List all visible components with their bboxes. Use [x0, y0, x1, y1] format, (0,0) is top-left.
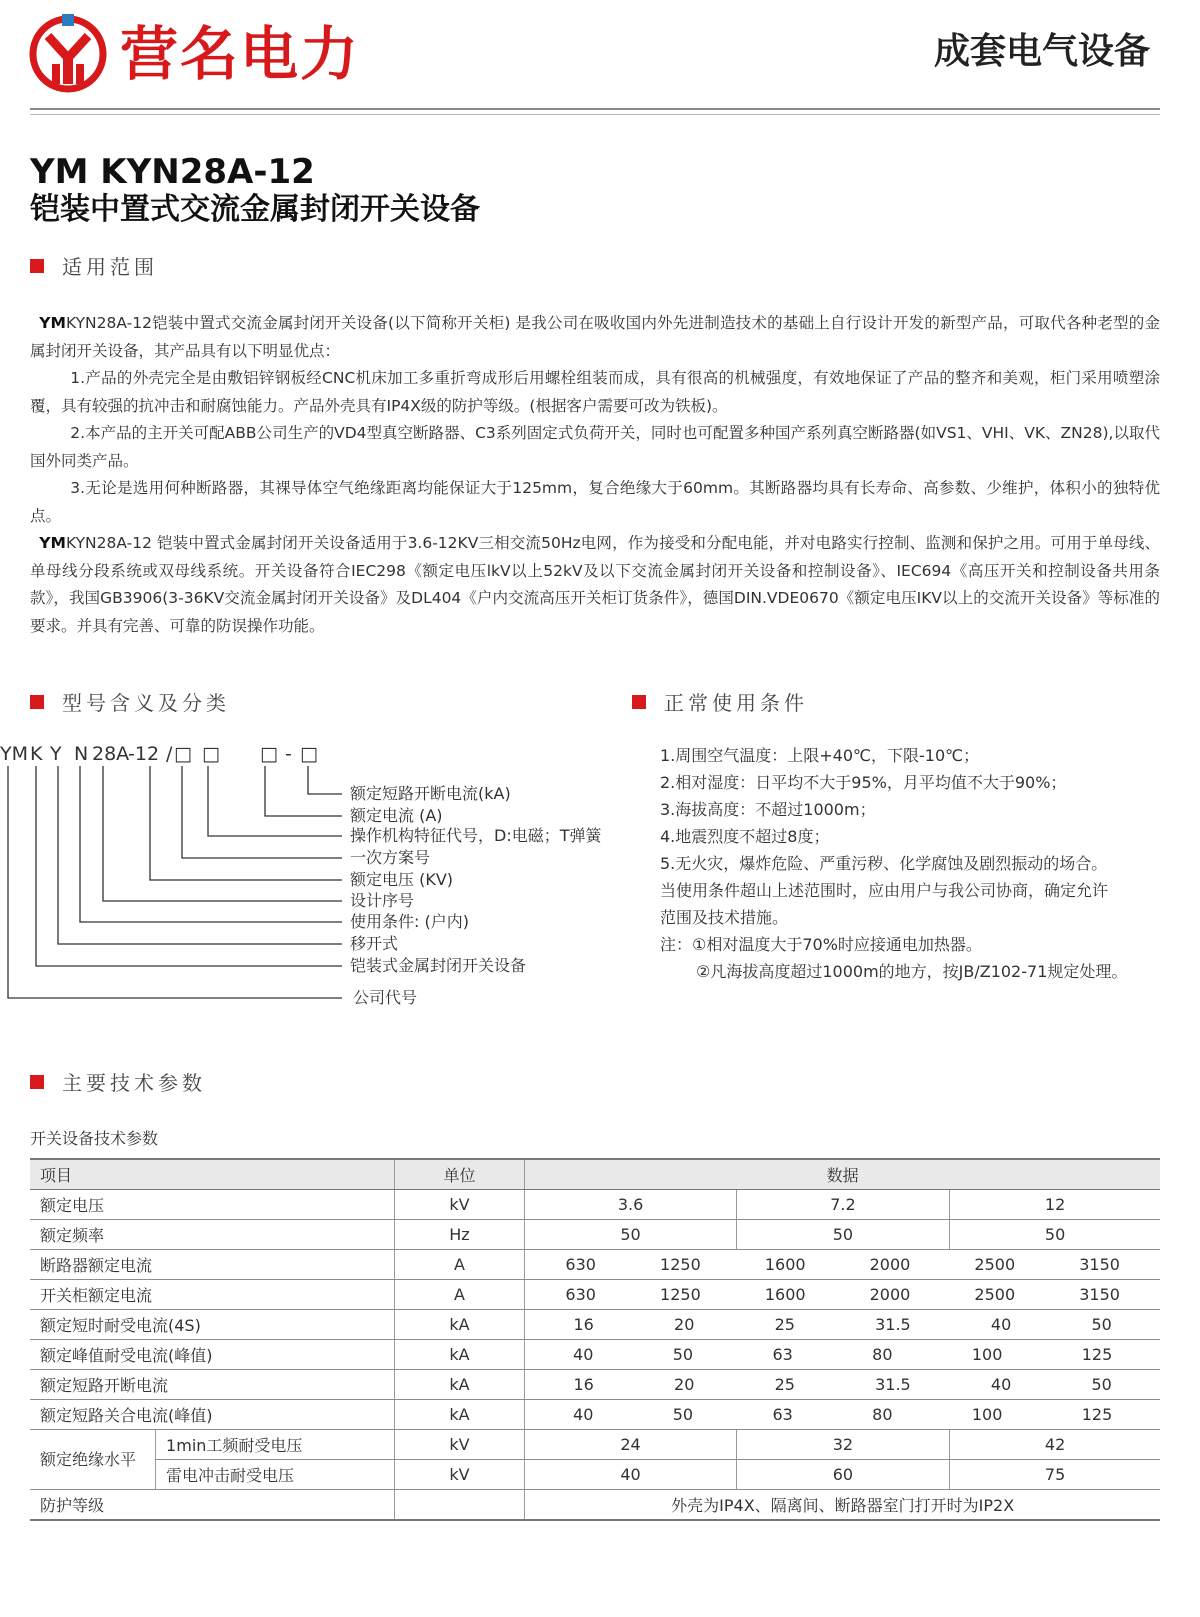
param-value: 40 [573, 1405, 594, 1424]
param-unit [394, 1490, 525, 1521]
param-values [525, 1370, 1160, 1400]
param-unit: kA [394, 1340, 525, 1370]
param-value: 25 [774, 1315, 795, 1334]
param-value: 80 [872, 1405, 893, 1424]
table-row [30, 1430, 1160, 1460]
code-part: □ [202, 743, 220, 765]
product-name: 铠装中置式交流金属封闭开关设备 [30, 192, 480, 227]
scope-paragraph: 1.产品的外壳完全是由敷铝锌钢板经CNC机床加工多重折弯成形后用螺栓组装而成，具有很高的机械强度，有效地保证了产品的整齐和美观，柜门采用喷塑涂覆，具有较强的抗冲击和耐腐蚀能力。产品外壳具有IP4X级的防护等级。(根据客户需要可改为铁板)。 [30, 369, 1160, 415]
condition-item: 4.地震烈度不超过8度； [660, 827, 830, 846]
param-values [525, 1250, 1160, 1280]
param-value: 3150 [1079, 1285, 1120, 1304]
scope-paragraph: 3.无论是选用何种断路器，其裸导体空气绝缘距离均能保证大于125mm，复合绝缘大于60mm。其断路器均具有长寿命、高参数、少维护，体积小的独特优点。 [30, 479, 1160, 525]
section-bullet-icon [30, 1075, 44, 1089]
table-caption: 开关设备技术参数 [30, 1129, 159, 1148]
param-label: 额定短时耐受电流(4S) [30, 1310, 394, 1340]
param-value: 2000 [869, 1285, 911, 1304]
param-value: 40 [990, 1315, 1012, 1334]
section-bullet-icon [30, 259, 44, 273]
param-value: 125 [1081, 1405, 1113, 1424]
param-value: 7.2 [736, 1190, 949, 1220]
param-sublabel: 1min工频耐受电压 [156, 1430, 395, 1460]
param-unit: kV [394, 1190, 525, 1220]
param-unit: kA [394, 1400, 525, 1430]
param-value: 32 [736, 1430, 949, 1460]
code-label: 移开式 [350, 934, 399, 953]
param-unit: A [394, 1280, 525, 1310]
code-part: □ [300, 743, 318, 765]
param-value: 3.6 [525, 1190, 736, 1220]
header-divider-thin [30, 114, 1160, 115]
condition-item: 注：①相对温度大于70%时应接通电加热器。 [660, 935, 982, 954]
code-label: 设计序号 [350, 891, 415, 910]
code-part: YM [0, 743, 28, 765]
header-divider [30, 108, 1160, 110]
section-heading-model-meaning: 型号含义及分类 [30, 690, 230, 716]
param-value: 63 [772, 1405, 793, 1424]
param-label: 额定电压 [30, 1190, 394, 1220]
section-bullet-icon [30, 695, 44, 709]
param-value: 外壳为IP4X、隔离间、断路器室门打开时为IP2X [525, 1490, 1160, 1521]
param-label: 防护等级 [30, 1490, 394, 1521]
param-value: 125 [1081, 1345, 1113, 1364]
model-code-lines [0, 760, 360, 1020]
param-values [525, 1340, 1160, 1370]
param-value: 24 [525, 1430, 736, 1460]
param-value: 50 [950, 1220, 1160, 1250]
table-header: 项目 [30, 1159, 394, 1190]
table-header: 单位 [394, 1159, 525, 1190]
code-part: Y [50, 743, 62, 765]
code-part: / [166, 743, 173, 765]
code-label: 一次方案号 [350, 848, 431, 867]
param-values [525, 1310, 1160, 1340]
param-value: 40 [990, 1375, 1012, 1394]
param-value: 1600 [764, 1255, 806, 1274]
code-part: □ [174, 743, 192, 765]
param-values [525, 1400, 1160, 1430]
param-value: 50 [736, 1220, 949, 1250]
param-value: 50 [1091, 1315, 1112, 1334]
condition-item: 3.海拔高度：不超过1000m； [660, 800, 876, 819]
code-part: N [74, 743, 89, 765]
table-row [30, 1340, 1160, 1370]
condition-item: 范围及技术措施。 [660, 908, 789, 927]
table-row [30, 1460, 1160, 1490]
param-value: 1250 [660, 1255, 701, 1274]
code-label: 操作机构特征代号，D:电磁；T弹簧 [350, 826, 602, 845]
scope-paragraph: YMKYN28A-12 铠装中置式金属封闭开关设备适用于3.6-12KV三相交流50Hz电网，作为接受和分配电能，并对电路实行控制、监测和保护之用。可用于单母线、单母线分段系统或双母线系统。开关设备符合IEC298《额定电压lkV以上52kV及以下交流金属封闭开关设备和控制设备》、IEC694《高压开关和控制设备共用条款》，我国GB3906(3-36KV交流金属封闭开关设备》及DL404《户内交流高压开关柜订货条件》，德国DIN.VDE0670《额定电压IKV以上的交流开关设备》等标准的要求。并具有完善、可靠的防误操作功能。 [30, 534, 1160, 635]
table-row [30, 1280, 1160, 1310]
code-part: □ [260, 743, 278, 765]
param-value: 31.5 [875, 1375, 911, 1394]
param-value: 40 [525, 1460, 736, 1490]
param-value: 42 [950, 1430, 1160, 1460]
code-part: K [30, 743, 43, 765]
code-label: 铠装式金属封闭开关设备 [350, 956, 527, 975]
param-value: 3150 [1079, 1255, 1120, 1274]
scope-paragraph: YMKYN28A-12铠装中置式交流金属封闭开关设备(以下简称开关柜) 是我公司在吸收国内外先进制造技术的基础上自行设计开发的新型产品，可取代各种老型的金属封闭开关设备，其产品具有以下明显优点： [30, 314, 1160, 360]
param-label: 额定短路开断电流 [30, 1370, 394, 1400]
param-value: 63 [772, 1345, 793, 1364]
param-value: 80 [872, 1345, 893, 1364]
param-value: 16 [573, 1315, 594, 1334]
conditions-list [660, 742, 1170, 985]
param-value: 50 [672, 1345, 694, 1364]
code-label: 额定电流 (A) [350, 806, 443, 825]
code-part: -12 [128, 743, 160, 765]
code-label: 额定电压 (KV) [350, 870, 454, 889]
table-row [30, 1370, 1160, 1400]
code-part: - [285, 743, 292, 765]
section-heading-params: 主要技术参数 [30, 1070, 206, 1096]
table-row [30, 1250, 1160, 1280]
param-value: 2500 [974, 1255, 1016, 1274]
code-part: 28A [92, 743, 130, 765]
section-bullet-icon [632, 695, 646, 709]
table-row [30, 1490, 1160, 1521]
param-unit: kV [394, 1430, 525, 1460]
condition-item: 1.周围空气温度：上限+40℃，下限-10℃； [660, 746, 980, 765]
code-label: 额定短路开断电流(kA) [350, 784, 511, 803]
param-value: 630 [565, 1255, 596, 1274]
param-unit: kV [394, 1460, 525, 1490]
param-value: 20 [674, 1315, 695, 1334]
param-value: 60 [736, 1460, 949, 1490]
param-unit: Hz [394, 1220, 525, 1250]
table-header: 数据 [525, 1159, 1160, 1190]
param-value: 100 [971, 1405, 1003, 1424]
param-unit: kA [394, 1310, 525, 1340]
param-value: 25 [774, 1375, 795, 1394]
param-value: 50 [525, 1220, 736, 1250]
param-value: 2000 [869, 1255, 911, 1274]
param-value: 75 [950, 1460, 1160, 1490]
table-row [30, 1220, 1160, 1250]
spec-table [30, 1158, 1160, 1521]
param-value: 16 [573, 1375, 594, 1394]
catalog-category: 成套电气设备 [933, 31, 1150, 72]
param-label: 开关柜额定电流 [30, 1280, 394, 1310]
param-value: 50 [1091, 1375, 1112, 1394]
company-logo-icon [28, 14, 108, 94]
param-sublabel: 雷电冲击耐受电压 [156, 1460, 395, 1490]
param-value: 20 [674, 1375, 695, 1394]
scope-paragraph: 2.本产品的主开关可配ABB公司生产的VD4型真空断路器、C3系列固定式负荷开关，同时也可配置多种国产系列真空断路器(如VS1、VHI、VK、ZN28),以取代国外同类产品。 [30, 424, 1160, 470]
scope-text [30, 310, 1160, 640]
condition-item: 当使用条件超山上述范围时，应由用户与我公司协商，确定允许 [660, 881, 1109, 900]
code-label: 公司代号 [353, 988, 418, 1007]
condition-item: 5.无火灾，爆炸危险、严重污秽、化学腐蚀及剧烈振动的场合。 [660, 854, 1108, 873]
param-value: 1600 [764, 1285, 806, 1304]
section-heading-conditions: 正常使用条件 [632, 690, 808, 716]
section-heading-scope: 适用范围 [30, 254, 158, 280]
param-value: 1250 [660, 1285, 701, 1304]
param-value: 2500 [974, 1285, 1016, 1304]
condition-item: 2.相对湿度：日平均不大于95%，月平均值不大于90%； [660, 773, 1067, 792]
code-label: 使用条件: (户内) [350, 912, 469, 931]
param-value: 40 [573, 1345, 594, 1364]
table-row [30, 1400, 1160, 1430]
param-unit: kA [394, 1370, 525, 1400]
brand-name: 营名电力 [120, 20, 361, 88]
param-label: 额定频率 [30, 1220, 394, 1250]
param-value: 31.5 [875, 1315, 911, 1334]
param-unit: A [394, 1250, 525, 1280]
condition-item: ②凡海拔高度超过1000m的地方，按JB/Z102-71规定处理。 [696, 962, 1128, 981]
param-value: 12 [950, 1190, 1160, 1220]
param-values [525, 1280, 1160, 1310]
table-row [30, 1310, 1160, 1340]
param-label: 断路器额定电流 [30, 1250, 394, 1280]
param-value: 100 [971, 1345, 1003, 1364]
param-label: 额定绝缘水平 [30, 1430, 156, 1490]
param-label: 额定短路关合电流(峰值) [30, 1400, 394, 1430]
product-model: YM KYN28A-12 [30, 152, 315, 192]
param-value: 630 [565, 1285, 596, 1304]
param-value: 50 [672, 1405, 694, 1424]
table-row [30, 1190, 1160, 1220]
param-label: 额定峰值耐受电流(峰值) [30, 1340, 394, 1370]
table-header-row [30, 1159, 1160, 1190]
